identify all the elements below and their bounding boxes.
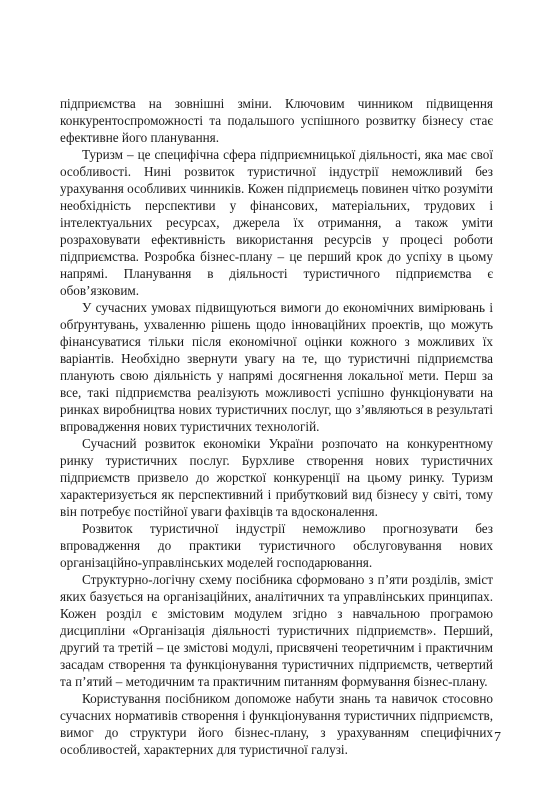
paragraph-ukraine-economy: Сучасний розвиток економіки України розпочато на конкурентному ринку туристичних послуг. Бурхливе створення нових туристичних підприємств призвело до жорсткої конкуренції на цьому ринку. Туризм характеризується як перспективний і прибутковий вид бізнесу у світі, тому він потребує постійної уваги фахівців та вдосконалення. <box>60 436 493 519</box>
paragraph-modern-conditions: У сучасних умовах підвищуються вимоги до економічних вимірювань і обґрунтувань, ухваленню рішень щодо інноваційних проектів, що можуть фінансуватися тільки після економічної оцінки кожного з можливих їх варіантів. Необхідно звернути увагу на те, що туристичні підприємства планують свою діяльність у напрямі досягнення локальної мети. Перш за все, такі підприємства реалізують можливості успішно функціонувати на ринках виробництва нових туристичних послуг, що з’являються в результаті впровадження нових туристичних технологій. <box>60 300 493 434</box>
page-number: 7 <box>494 730 501 745</box>
paragraph-continued: підприємства на зовнішні зміни. Ключовим чинником підвищення конкурентоспроможності та подальшого успішного розвитку бізнесу стає ефективне його планування. <box>60 96 493 145</box>
body-text <box>60 95 493 758</box>
paragraph-tourism-specifics: Туризм – це специфічна сфера підприємницької діяльності, яка має свої особливості. Нині розвиток туристичної індустрії неможливий без урахування особливих чинників. Кожен підприємець повинен чітко розуміти необхідність перспективи у фінансових, матеріальних, трудових і інтелектуальних ресурсах, джерела їх отримання, а також уміти розраховувати ефективність використання ресурсів у процесі роботи підприємства. Розробка бізнес-плану – це перший крок до успіху в цьому напрямі. Планування в діяльності туристичного підприємства є обов’язковим. <box>60 147 493 298</box>
paragraph-usage: Користування посібником допоможе набути знань та навичок стосовно сучасних нормативів створення і функціонування туристичних підприємств, вимог до структури його бізнес-плану, з урахуванням специфічних особливостей, характерних для туристичної галузі. <box>60 691 493 757</box>
paragraph-industry-development: Розвиток туристичної індустрії неможливо прогнозувати без впровадження до практики туристичного обслуговування нових організаційно-управлінських моделей господарювання. <box>60 521 493 570</box>
paragraph-structure: Структурно-логічну схему посібника сформовано з п’яти розділів, зміст яких базується на організаційних, аналітичних та управлінських принципах. Кожен розділ є змістовим модулем згідно з навчальною програмою дисципліни «Організація діяльності туристичних підприємств». Перший, другий та третій – це змістові модулі, присвячені теоретичним і практичним засадам створення та функціонування туристичних підприємств, четвертий та п’ятий – методичним та практичним питанням формування бізнес-плану. <box>60 572 493 689</box>
